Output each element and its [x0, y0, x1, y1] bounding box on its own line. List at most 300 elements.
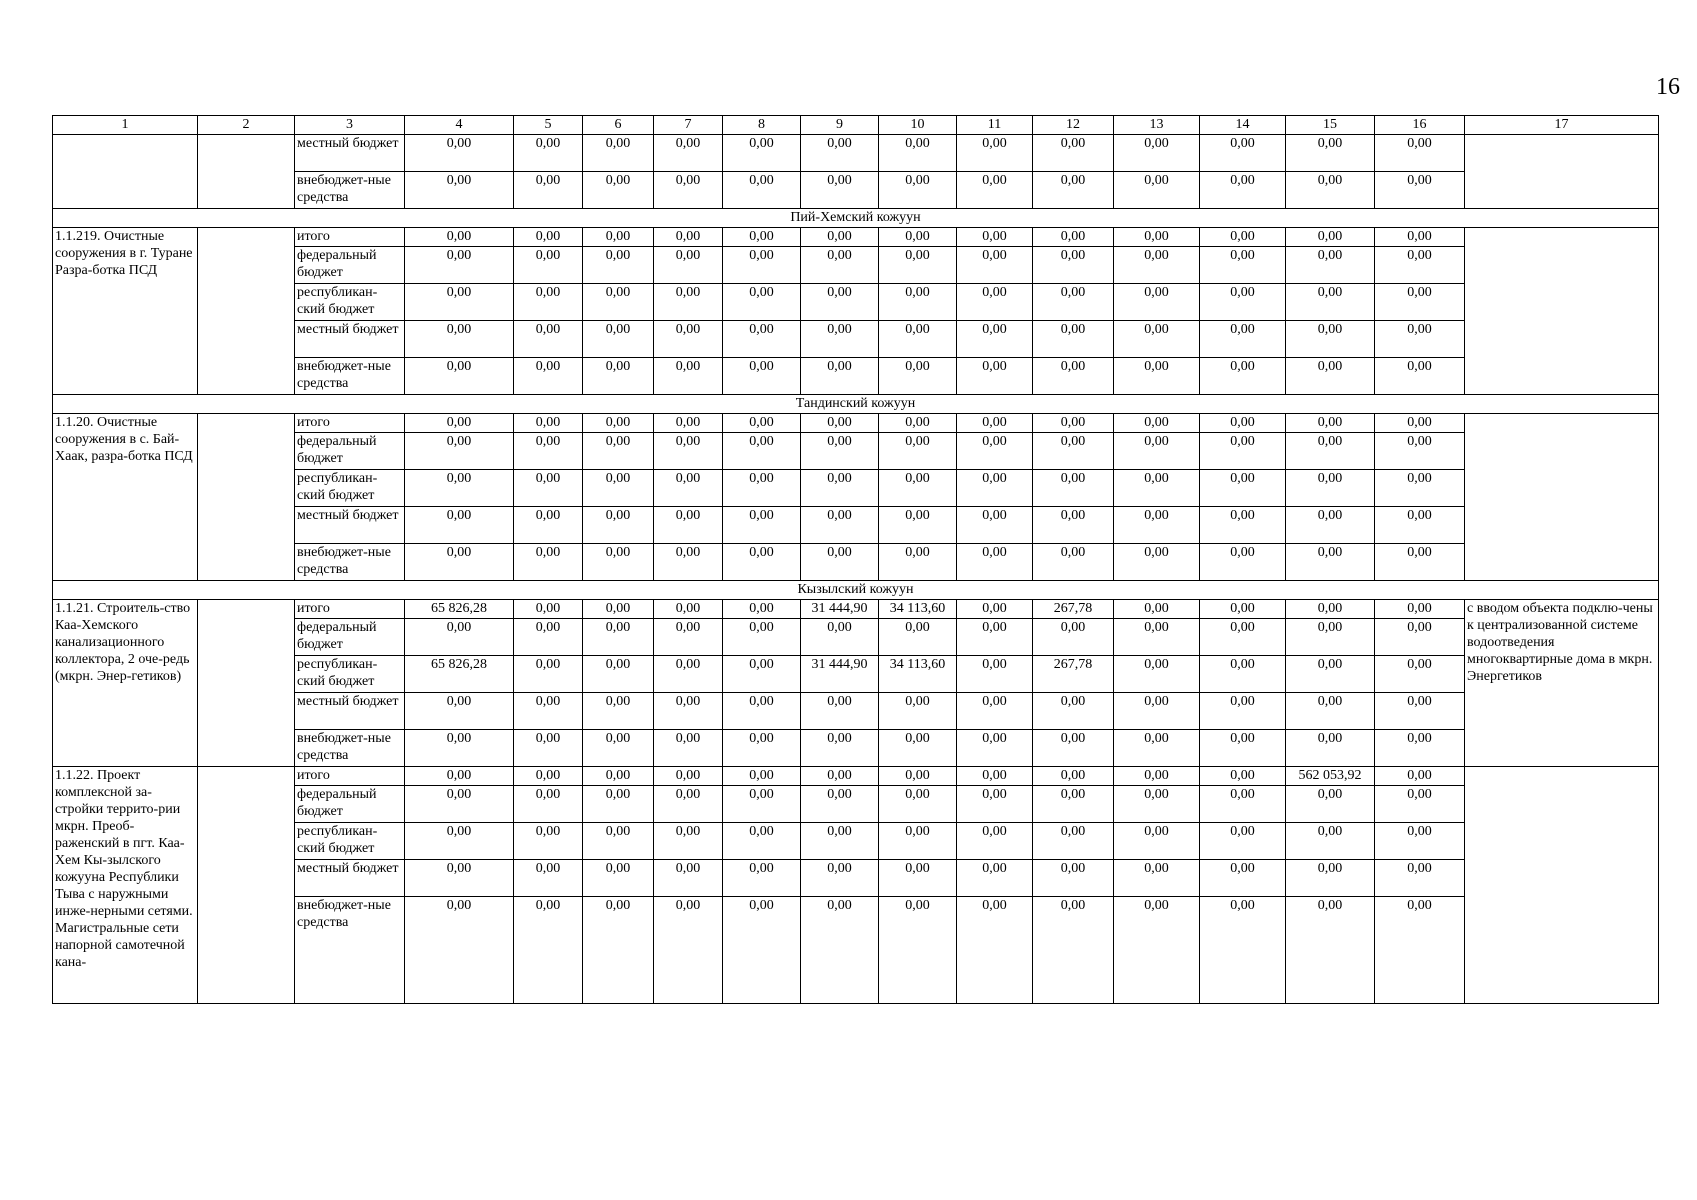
value-cell: 0,00 [654, 414, 723, 433]
value-cell: 0,00 [1375, 860, 1465, 897]
value-cell: 0,00 [1286, 507, 1375, 544]
value-cell: 0,00 [1286, 172, 1375, 209]
value-cell: 0,00 [405, 135, 514, 172]
value-cell: 0,00 [957, 228, 1033, 247]
value-cell: 0,00 [654, 823, 723, 860]
column-header: 8 [723, 116, 801, 135]
column-header: 5 [514, 116, 583, 135]
value-cell: 0,00 [654, 228, 723, 247]
empty-cell [198, 600, 295, 767]
value-cell: 0,00 [1114, 172, 1200, 209]
table-row [53, 600, 1659, 619]
column-header: 4 [405, 116, 514, 135]
value-cell: 0,00 [583, 730, 654, 767]
value-cell: 0,00 [583, 414, 654, 433]
column-header: 9 [801, 116, 879, 135]
region-title: Кызылский кожуун [53, 581, 1659, 600]
value-cell: 0,00 [723, 284, 801, 321]
value-cell: 0,00 [957, 507, 1033, 544]
value-cell: 0,00 [1033, 414, 1114, 433]
value-cell: 0,00 [723, 730, 801, 767]
value-cell: 0,00 [957, 470, 1033, 507]
value-cell: 0,00 [1200, 135, 1286, 172]
value-cell: 0,00 [879, 786, 957, 823]
project-name-cell [53, 135, 198, 209]
value-cell: 0,00 [957, 135, 1033, 172]
value-cell: 0,00 [1375, 544, 1465, 581]
value-cell: 0,00 [723, 544, 801, 581]
value-cell: 0,00 [1200, 247, 1286, 284]
value-cell: 0,00 [583, 321, 654, 358]
value-cell: 0,00 [1033, 228, 1114, 247]
value-cell: 0,00 [879, 693, 957, 730]
value-cell: 0,00 [1375, 823, 1465, 860]
value-cell: 0,00 [1200, 730, 1286, 767]
value-cell: 0,00 [723, 172, 801, 209]
value-cell: 0,00 [957, 414, 1033, 433]
value-cell: 0,00 [1114, 897, 1200, 1004]
value-cell: 0,00 [1286, 321, 1375, 358]
value-cell: 0,00 [957, 321, 1033, 358]
value-cell: 0,00 [654, 860, 723, 897]
value-cell: 0,00 [654, 786, 723, 823]
value-cell: 0,00 [957, 897, 1033, 1004]
value-cell: 0,00 [654, 507, 723, 544]
value-cell: 0,00 [1033, 786, 1114, 823]
value-cell: 0,00 [723, 600, 801, 619]
value-cell: 0,00 [405, 823, 514, 860]
value-cell: 0,00 [957, 786, 1033, 823]
value-cell: 0,00 [583, 247, 654, 284]
column-header: 16 [1375, 116, 1465, 135]
value-cell: 0,00 [723, 507, 801, 544]
value-cell: 0,00 [583, 897, 654, 1004]
value-cell: 0,00 [1033, 860, 1114, 897]
funding-source-cell: внебюджет-ные средства [295, 897, 405, 1004]
value-cell: 0,00 [1114, 656, 1200, 693]
value-cell: 0,00 [583, 284, 654, 321]
value-cell: 0,00 [405, 860, 514, 897]
value-cell: 0,00 [583, 823, 654, 860]
value-cell: 0,00 [879, 730, 957, 767]
funding-source-cell: местный бюджет [295, 860, 405, 897]
funding-source-cell: внебюджет-ные средства [295, 358, 405, 395]
value-cell: 0,00 [879, 823, 957, 860]
value-cell: 0,00 [514, 414, 583, 433]
region-row [53, 395, 1659, 414]
value-cell: 0,00 [405, 247, 514, 284]
value-cell: 0,00 [1033, 693, 1114, 730]
value-cell: 0,00 [723, 414, 801, 433]
value-cell: 0,00 [1286, 619, 1375, 656]
project-name-cell: 1.1.22. Проект комплексной за-стройки террито-рии мкрн. Преоб-раженский в пгт. Каа-Хем Кы-зылского кожууна Республики Тыва с наружными инже-нерными сетями. Магистральные сети напорной самотечной кана- [53, 767, 198, 1004]
funding-source-cell: федеральный бюджет [295, 247, 405, 284]
value-cell: 0,00 [1200, 228, 1286, 247]
value-cell: 0,00 [957, 247, 1033, 284]
value-cell: 0,00 [879, 228, 957, 247]
value-cell: 0,00 [879, 247, 957, 284]
value-cell: 0,00 [1033, 172, 1114, 209]
value-cell: 0,00 [801, 284, 879, 321]
value-cell: 0,00 [654, 470, 723, 507]
value-cell: 267,78 [1033, 656, 1114, 693]
value-cell: 0,00 [801, 730, 879, 767]
value-cell: 0,00 [1200, 823, 1286, 860]
funding-source-cell: внебюджет-ные средства [295, 544, 405, 581]
value-cell: 0,00 [514, 228, 583, 247]
funding-source-cell: внебюджет-ные средства [295, 172, 405, 209]
value-cell: 0,00 [723, 135, 801, 172]
value-cell: 0,00 [405, 228, 514, 247]
value-cell: 0,00 [654, 172, 723, 209]
value-cell: 65 826,28 [405, 656, 514, 693]
value-cell: 0,00 [1114, 786, 1200, 823]
column-header: 13 [1114, 116, 1200, 135]
value-cell: 65 826,28 [405, 600, 514, 619]
value-cell: 0,00 [1375, 600, 1465, 619]
value-cell: 0,00 [1286, 897, 1375, 1004]
value-cell: 0,00 [583, 767, 654, 786]
value-cell: 0,00 [1286, 433, 1375, 470]
value-cell: 0,00 [723, 786, 801, 823]
value-cell: 0,00 [583, 358, 654, 395]
value-cell: 0,00 [1200, 786, 1286, 823]
value-cell: 0,00 [801, 321, 879, 358]
funding-source-cell: внебюджет-ные средства [295, 730, 405, 767]
value-cell: 0,00 [1033, 470, 1114, 507]
funding-source-cell: республикан-ский бюджет [295, 823, 405, 860]
value-cell: 0,00 [1286, 730, 1375, 767]
column-header: 12 [1033, 116, 1114, 135]
value-cell: 0,00 [1375, 693, 1465, 730]
value-cell: 0,00 [957, 619, 1033, 656]
value-cell: 0,00 [514, 247, 583, 284]
value-cell: 0,00 [1200, 358, 1286, 395]
note-cell [1465, 228, 1659, 395]
value-cell: 0,00 [723, 693, 801, 730]
funding-source-cell: местный бюджет [295, 507, 405, 544]
value-cell: 0,00 [654, 247, 723, 284]
funding-source-cell: местный бюджет [295, 693, 405, 730]
value-cell: 0,00 [1200, 656, 1286, 693]
value-cell: 0,00 [514, 693, 583, 730]
value-cell: 0,00 [879, 860, 957, 897]
value-cell: 0,00 [801, 414, 879, 433]
value-cell: 0,00 [654, 767, 723, 786]
value-cell: 0,00 [1375, 358, 1465, 395]
value-cell: 0,00 [1114, 544, 1200, 581]
value-cell: 0,00 [1033, 897, 1114, 1004]
value-cell: 0,00 [1200, 414, 1286, 433]
table-row [53, 414, 1659, 433]
value-cell: 0,00 [1033, 433, 1114, 470]
column-header: 15 [1286, 116, 1375, 135]
empty-cell [198, 414, 295, 581]
value-cell: 0,00 [1375, 470, 1465, 507]
value-cell: 0,00 [583, 172, 654, 209]
value-cell: 0,00 [583, 135, 654, 172]
value-cell: 0,00 [1200, 619, 1286, 656]
value-cell: 0,00 [405, 786, 514, 823]
value-cell: 0,00 [957, 767, 1033, 786]
value-cell: 0,00 [1033, 358, 1114, 395]
value-cell: 0,00 [1375, 507, 1465, 544]
value-cell: 0,00 [1375, 228, 1465, 247]
value-cell: 0,00 [583, 693, 654, 730]
value-cell: 0,00 [1033, 321, 1114, 358]
value-cell: 0,00 [879, 897, 957, 1004]
value-cell: 0,00 [1200, 507, 1286, 544]
value-cell: 0,00 [1114, 730, 1200, 767]
value-cell: 0,00 [723, 619, 801, 656]
value-cell: 0,00 [583, 544, 654, 581]
region-row [53, 581, 1659, 600]
region-title: Пий-Хемский кожуун [53, 209, 1659, 228]
value-cell: 0,00 [654, 693, 723, 730]
value-cell: 0,00 [723, 433, 801, 470]
value-cell: 0,00 [514, 897, 583, 1004]
value-cell: 0,00 [1114, 823, 1200, 860]
value-cell: 0,00 [654, 619, 723, 656]
value-cell: 0,00 [723, 247, 801, 284]
value-cell: 0,00 [654, 135, 723, 172]
value-cell: 562 053,92 [1286, 767, 1375, 786]
value-cell: 0,00 [1033, 619, 1114, 656]
funding-source-cell: республикан-ский бюджет [295, 284, 405, 321]
funding-source-cell: итого [295, 600, 405, 619]
project-name-cell: 1.1.20. Очистные сооружения в с. Бай-Хаак, разра-ботка ПСД [53, 414, 198, 581]
value-cell: 0,00 [1286, 860, 1375, 897]
value-cell: 0,00 [1375, 767, 1465, 786]
value-cell: 0,00 [583, 860, 654, 897]
empty-cell [198, 228, 295, 395]
value-cell: 0,00 [1375, 321, 1465, 358]
project-name-cell: 1.1.21. Строитель-ство Каа-Хемского канализационного коллектора, 2 оче-редь (мкрн. Энер-гетиков) [53, 600, 198, 767]
value-cell: 0,00 [583, 619, 654, 656]
value-cell: 0,00 [723, 470, 801, 507]
value-cell: 0,00 [514, 656, 583, 693]
value-cell: 0,00 [1114, 693, 1200, 730]
value-cell: 0,00 [957, 860, 1033, 897]
column-header: 2 [198, 116, 295, 135]
value-cell: 0,00 [723, 321, 801, 358]
value-cell: 0,00 [514, 600, 583, 619]
value-cell: 0,00 [514, 135, 583, 172]
value-cell: 0,00 [723, 656, 801, 693]
value-cell: 0,00 [1114, 507, 1200, 544]
value-cell: 0,00 [514, 619, 583, 656]
value-cell: 0,00 [583, 507, 654, 544]
empty-cell [198, 135, 295, 209]
value-cell: 0,00 [654, 730, 723, 767]
value-cell: 0,00 [879, 544, 957, 581]
value-cell: 0,00 [1200, 172, 1286, 209]
region-row [53, 209, 1659, 228]
value-cell: 0,00 [801, 247, 879, 284]
value-cell: 0,00 [1286, 228, 1375, 247]
value-cell: 0,00 [1200, 433, 1286, 470]
value-cell: 0,00 [801, 433, 879, 470]
column-header: 3 [295, 116, 405, 135]
value-cell: 0,00 [405, 358, 514, 395]
value-cell: 0,00 [1033, 247, 1114, 284]
value-cell: 0,00 [405, 414, 514, 433]
value-cell: 0,00 [583, 656, 654, 693]
value-cell: 0,00 [723, 860, 801, 897]
column-header: 1 [53, 116, 198, 135]
table-row [53, 767, 1659, 786]
value-cell: 0,00 [1286, 693, 1375, 730]
value-cell: 0,00 [957, 823, 1033, 860]
value-cell: 0,00 [879, 507, 957, 544]
value-cell: 0,00 [514, 860, 583, 897]
funding-source-cell: республикан-ский бюджет [295, 656, 405, 693]
value-cell: 0,00 [801, 693, 879, 730]
value-cell: 0,00 [1114, 470, 1200, 507]
value-cell: 0,00 [405, 172, 514, 209]
value-cell: 0,00 [957, 358, 1033, 395]
value-cell: 0,00 [654, 897, 723, 1004]
value-cell: 0,00 [1114, 860, 1200, 897]
value-cell: 0,00 [1114, 247, 1200, 284]
column-header: 10 [879, 116, 957, 135]
value-cell: 0,00 [801, 135, 879, 172]
value-cell: 0,00 [405, 767, 514, 786]
value-cell: 0,00 [723, 823, 801, 860]
value-cell: 267,78 [1033, 600, 1114, 619]
column-header: 14 [1200, 116, 1286, 135]
value-cell: 0,00 [1286, 358, 1375, 395]
funding-source-cell: федеральный бюджет [295, 619, 405, 656]
region-title: Тандинский кожуун [53, 395, 1659, 414]
value-cell: 0,00 [1114, 414, 1200, 433]
value-cell: 0,00 [583, 470, 654, 507]
value-cell: 0,00 [1375, 730, 1465, 767]
value-cell: 0,00 [583, 786, 654, 823]
value-cell: 0,00 [801, 358, 879, 395]
project-name-cell: 1.1.219. Очистные сооружения в г. Туране Разра-ботка ПСД [53, 228, 198, 395]
value-cell: 0,00 [801, 507, 879, 544]
funding-source-cell: итого [295, 228, 405, 247]
value-cell: 0,00 [1200, 470, 1286, 507]
value-cell: 0,00 [723, 358, 801, 395]
column-header: 6 [583, 116, 654, 135]
value-cell: 0,00 [957, 544, 1033, 581]
value-cell: 0,00 [801, 619, 879, 656]
value-cell: 0,00 [1286, 544, 1375, 581]
value-cell: 34 113,60 [879, 600, 957, 619]
value-cell: 0,00 [879, 619, 957, 656]
value-cell: 0,00 [1200, 860, 1286, 897]
funding-source-cell: итого [295, 414, 405, 433]
value-cell: 0,00 [879, 433, 957, 470]
value-cell: 0,00 [1286, 470, 1375, 507]
value-cell: 0,00 [405, 321, 514, 358]
value-cell: 0,00 [1033, 823, 1114, 860]
value-cell: 0,00 [405, 284, 514, 321]
value-cell: 0,00 [1200, 544, 1286, 581]
value-cell: 0,00 [801, 897, 879, 1004]
value-cell: 0,00 [514, 786, 583, 823]
value-cell: 0,00 [1286, 414, 1375, 433]
value-cell: 0,00 [1286, 600, 1375, 619]
value-cell: 0,00 [957, 433, 1033, 470]
value-cell: 0,00 [1200, 897, 1286, 1004]
funding-source-cell: республикан-ский бюджет [295, 470, 405, 507]
value-cell: 0,00 [1114, 284, 1200, 321]
value-cell: 0,00 [514, 730, 583, 767]
column-header: 17 [1465, 116, 1659, 135]
value-cell: 0,00 [654, 656, 723, 693]
table-row [53, 228, 1659, 247]
column-header: 11 [957, 116, 1033, 135]
value-cell: 0,00 [1286, 786, 1375, 823]
table-row [53, 135, 1659, 172]
value-cell: 0,00 [514, 470, 583, 507]
value-cell: 0,00 [957, 693, 1033, 730]
value-cell: 0,00 [723, 228, 801, 247]
value-cell: 0,00 [514, 433, 583, 470]
value-cell: 0,00 [801, 470, 879, 507]
value-cell: 0,00 [1033, 730, 1114, 767]
value-cell: 0,00 [801, 786, 879, 823]
value-cell: 0,00 [654, 321, 723, 358]
value-cell: 0,00 [879, 414, 957, 433]
page-number: 16 [1656, 74, 1680, 100]
value-cell: 0,00 [583, 433, 654, 470]
value-cell: 0,00 [1286, 247, 1375, 284]
funding-source-cell: итого [295, 767, 405, 786]
note-cell [1465, 767, 1659, 1004]
value-cell: 0,00 [879, 767, 957, 786]
value-cell: 0,00 [1375, 247, 1465, 284]
value-cell: 0,00 [957, 656, 1033, 693]
value-cell: 0,00 [1375, 897, 1465, 1004]
value-cell: 0,00 [514, 823, 583, 860]
value-cell: 0,00 [1114, 767, 1200, 786]
value-cell: 0,00 [879, 470, 957, 507]
value-cell: 0,00 [1375, 433, 1465, 470]
funding-source-cell: местный бюджет [295, 321, 405, 358]
value-cell: 0,00 [1033, 507, 1114, 544]
value-cell: 0,00 [1375, 135, 1465, 172]
value-cell: 0,00 [1114, 321, 1200, 358]
value-cell: 0,00 [405, 730, 514, 767]
value-cell: 0,00 [879, 284, 957, 321]
value-cell: 0,00 [405, 619, 514, 656]
value-cell: 0,00 [405, 897, 514, 1004]
value-cell: 0,00 [514, 172, 583, 209]
value-cell: 0,00 [1200, 321, 1286, 358]
value-cell: 0,00 [1286, 284, 1375, 321]
funding-source-cell: федеральный бюджет [295, 433, 405, 470]
value-cell: 0,00 [405, 433, 514, 470]
value-cell: 0,00 [801, 172, 879, 209]
value-cell: 0,00 [1286, 823, 1375, 860]
value-cell: 0,00 [879, 172, 957, 209]
value-cell: 0,00 [654, 544, 723, 581]
value-cell: 0,00 [1114, 228, 1200, 247]
value-cell: 0,00 [514, 284, 583, 321]
value-cell: 0,00 [1286, 656, 1375, 693]
value-cell: 0,00 [1375, 284, 1465, 321]
budget-table [52, 115, 1659, 1004]
note-cell: с вводом объекта подклю-чены к централизованной системе водоотведения многоквартирные дома в мкрн. Энергетиков [1465, 600, 1659, 767]
value-cell: 34 113,60 [879, 656, 957, 693]
value-cell: 0,00 [723, 767, 801, 786]
value-cell: 0,00 [957, 730, 1033, 767]
value-cell: 0,00 [405, 693, 514, 730]
